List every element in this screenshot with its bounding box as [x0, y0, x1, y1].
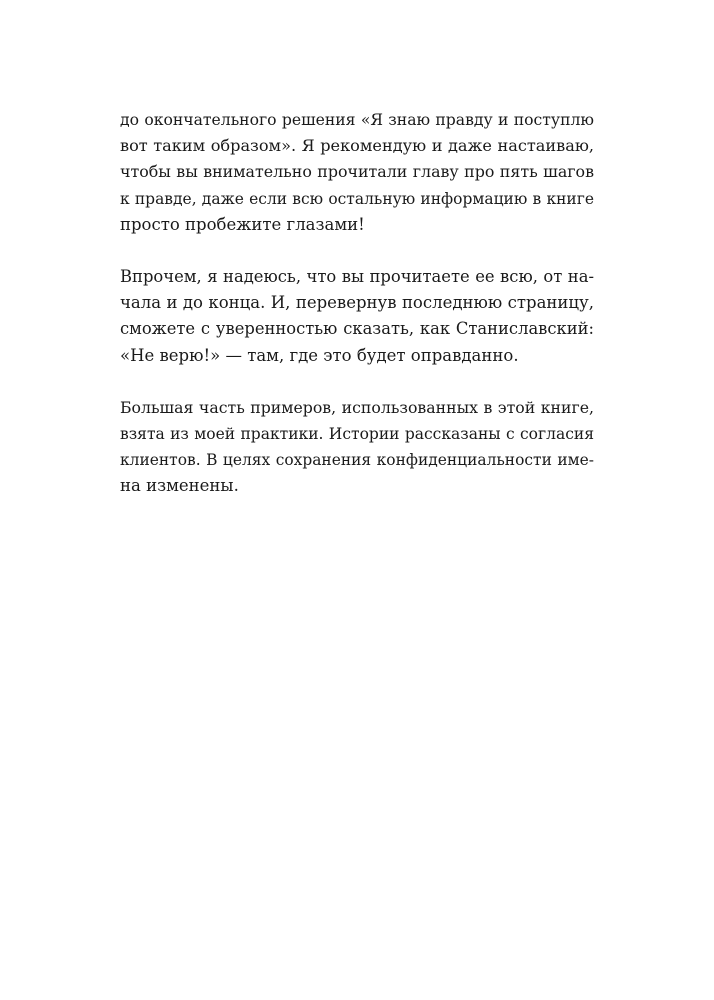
text-line: клиентов. В целях сохранения конфиденциальности име-	[120, 451, 594, 470]
text-line: взята из моей практики. Истории рассказаны с согласия	[120, 425, 594, 444]
text-line: чала и до конца. И, перевернув последнюю страницу,	[120, 293, 594, 313]
text-line: просто пробежите глазами!	[120, 214, 365, 234]
text-line: вот таким образом». Я рекомендую и даже настаиваю,	[120, 136, 594, 156]
text-line: до окончательного решения «Я знаю правду и поступлю	[120, 111, 594, 129]
paragraph-3	[120, 395, 594, 500]
text-line: к правде, даже если всю остальную информацию в книге	[120, 189, 594, 208]
text-line: «Не верю!» — там, где это будет оправданно.	[120, 345, 519, 365]
body-text	[120, 107, 594, 526]
text-line: Впрочем, я надеюсь, что вы прочитаете ее всю, от на-	[120, 267, 594, 287]
text-line: сможете с уверенностью сказать, как Станиславский:	[120, 319, 594, 339]
paragraph-2	[120, 264, 594, 369]
paragraph-1	[120, 107, 594, 238]
text-line: Большая часть примеров, использованных в этой книге,	[120, 397, 594, 417]
text-line: чтобы вы внимательно прочитали главу про пять шагов	[120, 162, 594, 182]
text-line: на изменены.	[120, 476, 239, 496]
